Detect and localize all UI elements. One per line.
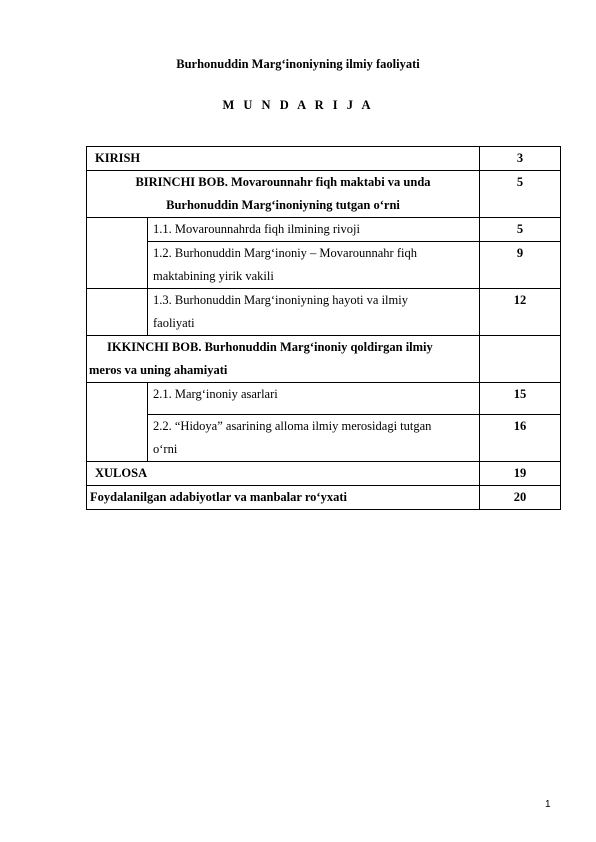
toc-page-number: 20	[480, 486, 561, 510]
toc-row-references	[87, 486, 561, 510]
toc-entry-line1: 2.2. “Hidoya” asarining alloma ilmiy merosidagi tutgan	[153, 419, 432, 433]
toc-entry-line2: maktabining yirik vakili	[153, 269, 274, 283]
page-number: 1	[545, 799, 551, 810]
toc-row-chapter-2	[87, 336, 561, 383]
toc-page-number: 9	[480, 242, 561, 289]
toc-row-kirish	[87, 147, 561, 171]
toc-entry-label: Foydalanilgan adabiyotlar va manbalar ro‘yxati	[87, 486, 480, 510]
toc-page-number: 3	[480, 147, 561, 171]
toc-row-1-3	[87, 289, 561, 336]
table-of-contents	[86, 146, 561, 510]
document-title: Burhonuddin Marg‘inoniyning ilmiy faoliyati	[176, 57, 420, 71]
toc-entry-line1: 1.2. Burhonuddin Marg‘inoniy – Movarounnahr fiqh	[153, 246, 417, 260]
toc-chapter-1-line1: BIRINCHI BOB. Movarounnahr fiqh maktabi va unda	[135, 175, 431, 189]
toc-entry-label: KIRISH	[87, 147, 480, 171]
toc-row-xulosa	[87, 462, 561, 486]
toc-entry-line2: faoliyati	[153, 316, 195, 330]
toc-entry-label: 2.1. Marg‘inoniy asarlari	[148, 383, 480, 415]
toc-row-1-1	[87, 218, 561, 242]
toc-indent-cell	[87, 289, 148, 336]
toc-page-number	[480, 336, 561, 383]
toc-page-number: 5	[480, 171, 561, 218]
toc-row-2-1	[87, 383, 561, 415]
toc-page-number: 5	[480, 218, 561, 242]
toc-row-2-2	[87, 415, 561, 462]
toc-row-1-2	[87, 242, 561, 289]
toc-heading: M U N D A R I J A	[222, 98, 374, 112]
toc-chapter-1-line2: Burhonuddin Marg‘inoniyning tutgan o‘rni	[166, 198, 400, 212]
toc-chapter-2-line2: meros va uning ahamiyati	[89, 363, 228, 377]
toc-entry-label	[148, 242, 480, 289]
toc-entry-label: 1.1. Movarounnahrda fiqh ilmining rivoji	[148, 218, 480, 242]
toc-indent-cell	[87, 218, 148, 289]
toc-entry-line2: o‘rni	[153, 442, 178, 456]
toc-entry-line1: 1.3. Burhonuddin Marg‘inoniyning hayoti va ilmiy	[153, 293, 408, 307]
toc-page-number: 12	[480, 289, 561, 336]
toc-entry-label	[148, 289, 480, 336]
toc-entry-label	[148, 415, 480, 462]
toc-chapter-2-title	[87, 336, 480, 383]
toc-page-number: 19	[480, 462, 561, 486]
toc-entry-label: XULOSA	[87, 462, 480, 486]
toc-chapter-2-line1: IKKINCHI BOB. Burhonuddin Marg‘inoniy qoldirgan ilmiy	[107, 340, 433, 354]
toc-chapter-1-title	[87, 171, 480, 218]
toc-page-number: 15	[480, 383, 561, 415]
toc-indent-cell	[87, 383, 148, 462]
toc-row-chapter-1	[87, 171, 561, 218]
toc-page-number: 16	[480, 415, 561, 462]
